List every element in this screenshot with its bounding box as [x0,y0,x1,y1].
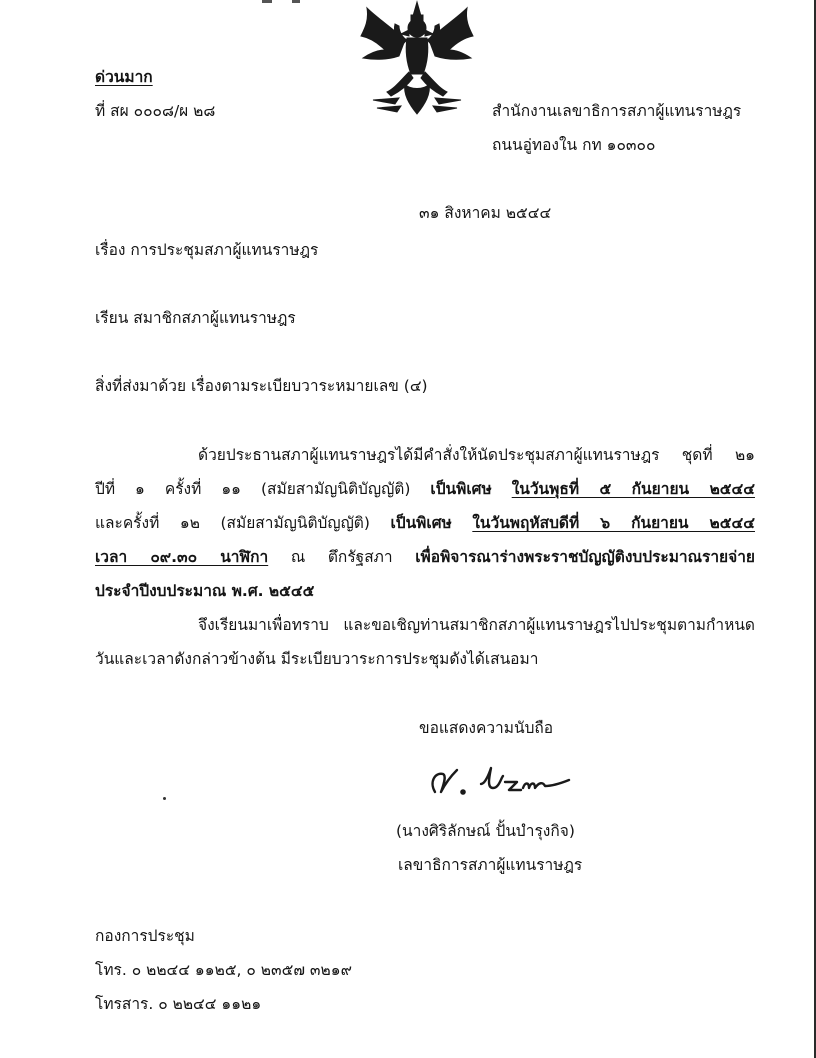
body-line [95,479,755,499]
body-line: ประจำปีงบประมาณ พ.ศ. ๒๕๔๕ [95,582,315,600]
handwritten-signature [425,762,575,802]
signer-name: (นางศิริลักษณ์ ปั้นบำรุงกิจ) [396,822,575,840]
meeting-date-1: ในวันพุธที่ ๕ กันยายน ๒๕๔๔ [511,480,755,498]
subject-line: เรื่อง การประชุมสภาผู้แทนราษฎร [95,241,319,259]
urgency-mark: ด่วนมาก [95,68,153,86]
garuda-emblem-icon [355,0,480,118]
special-session-label: เป็นพิเศษ [390,514,452,532]
body-line: จึงเรียนมาเพื่อทราบ และขอเชิญท่านสมาชิกสภาผู้แทนราษฎรไปประชุมตามกำหนด [198,616,755,634]
enclosure-line: สิ่งที่ส่งมาด้วย เรื่องตามระเบียบวาระหมายเลข (๔) [95,377,428,395]
division-name: กองการประชุม [95,927,195,945]
office-name: สำนักงานเลขาธิการสภาผู้แทนราษฎร [492,102,742,120]
reference-number: ที่ สผ ๐๐๐๘/ผ ๒๘ [95,102,216,120]
meeting-venue: ณ ตึกรัฐสภา [290,548,393,566]
scan-speck [163,797,166,800]
fax-number: โทรสาร. ๐ ๒๒๔๔ ๑๑๒๑ [95,995,262,1013]
scan-artifact [262,0,272,3]
meeting-time: เวลา ๐๙.๓๐ นาฬิกา [95,548,269,566]
special-session-label: เป็นพิเศษ [430,480,492,498]
office-address: ถนนอู่ทองใน กท ๑๐๓๐๐ [492,136,656,154]
body-line: วันและเวลาดังกล่าวข้างต้น มีระเบียบวาระการประชุมดังได้เสนอมา [95,650,539,668]
body-line: ด้วยประธานสภาผู้แทนราษฎรได้มีคำสั่งให้นัดประชุมสภาผู้แทนราษฎร ชุดที่ ๒๑ [198,446,755,464]
body-line [95,547,755,567]
closing-salutation: ขอแสดงความนับถือ [419,719,554,737]
phone-numbers: โทร. ๐ ๒๒๔๔ ๑๑๒๕, ๐ ๒๓๕๗ ๓๒๑๙ [95,961,352,979]
meeting-purpose: เพื่อพิจารณาร่างพระราชบัญญัติงบประมาณรายจ่าย [415,548,755,566]
session-text: ปีที่ ๑ ครั้งที่ ๑๑ (สมัยสามัญนิติบัญญัติ) [95,480,411,498]
addressee-line: เรียน สมาชิกสภาผู้แทนราษฎร [95,309,296,327]
scan-artifact [292,0,300,3]
signer-title: เลขาธิการสภาผู้แทนราษฎร [398,856,583,874]
body-line [95,513,755,533]
letter-date: ๓๑ สิงหาคม ๒๕๔๔ [419,204,552,222]
meeting-date-2: ในวันพฤหัสบดีที่ ๖ กันยายน ๒๕๔๔ [472,514,755,532]
session-text: และครั้งที่ ๑๒ (สมัยสามัญนิติบัญญัติ) [95,514,370,532]
